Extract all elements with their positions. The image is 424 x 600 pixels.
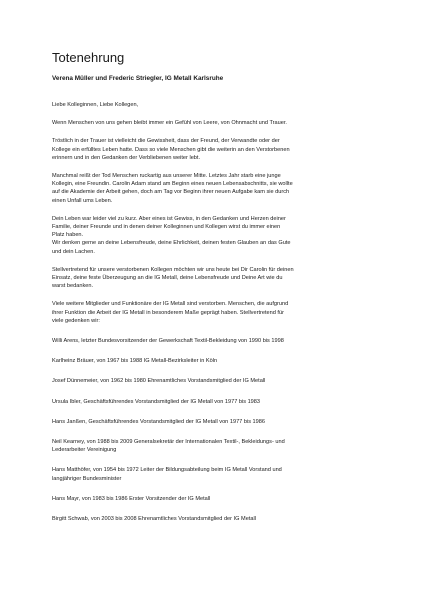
- memorial-entry: Birgitt Schwab, von 2003 bis 2008 Ehrenamtliches Vorstandsmitglied der IG Metall: [52, 516, 256, 523]
- memorial-entry: Neil Kearney, von 1988 bis 2009 Generalsekretär der Internationalen Textil-, Bekleidungs- und Lederarbeiter Vereinigung: [52, 439, 285, 454]
- paragraph: Tröstlich in der Trauer ist vielleicht die Gewissheit, dass der Freund, der Verwandte oder der Kollege ein erfülltes Leben hatte. Dass so viele Menschen gibt die weiterin an den Verstorbenen erinnern und in den Gedanken der Verbliebenen weiter lebt.: [52, 138, 290, 161]
- paragraph-continuation: Wir denken gerne an deine Lebensfreude, deine Ehrlichkeit, deinen festen Glauben an das Gute und dein Lachen.: [52, 240, 291, 255]
- document-title: Totenehrung: [52, 50, 125, 65]
- memorial-entry: Hans Mayr, von 1983 bis 1986 Erster Vorsitzender der IG Metall: [52, 495, 211, 502]
- paragraph: Manchmal reißt der Tod Menschen ruckartig aus unserer Mitte. Letztes Jahr starb eine junge Kollegin, eine Freundin. Carolin Adam stand am Beginn eines neuen Lebensabschnitts, sie wollte auf die Akademie der Arbeit gehen, doch am Tag vor Beginn ihrer neuen Aufgabe kam sie durch einen Unfall ums Leben.: [52, 173, 293, 204]
- paragraph: Viele weitere Mitglieder und Funktionäre der IG Metall sind verstorben. Menschen, die aufgrund ihrer Funktion die Arbeit der IG Metall in besonderem Maße geprägt haben. Stellvertretend für viele gedenken wir:: [52, 301, 289, 324]
- memorial-entry: Hans Matthöfer, von 1954 bis 1972 Leiter der Bildungsabteilung beim IG Metall Vorstand und langjähriger Bundesminister: [52, 467, 282, 482]
- paragraph: Dein Leben war leider viel zu kurz. Aber eines ist Gewiss, in den Gedanken und Herzen deiner Familie, deiner Freunde und in denen deiner Kolleginnen und Kollegen wirst du immer einen Platz haben.: [52, 215, 286, 239]
- paragraph: Wenn Menschen von uns gehen bleibt immer ein Gefühl von Leere, von Ohnmacht und Trauer.: [52, 120, 287, 127]
- greeting: Liebe Kolleginnen, Liebe Kollegen,: [52, 102, 139, 108]
- memorial-entry: Ursula Ibler, Geschäftsführendes Vorstandsmitglied der IG Metall von 1977 bis 1983: [52, 398, 261, 405]
- memorial-entry: Josef Dünnemeier, von 1962 bis 1980 Ehrenamtliches Vorstandsmitglied der IG Metall: [52, 378, 266, 385]
- memorial-list: [52, 337, 384, 523]
- paragraph: Stellvertretend für unsere verstorbenen Kollegen möchten wir uns heute bei Dir Carolin für deinen Einsatz, deine feste Überzeugung an die IG Metall, deine Lebensfreude und Deine Art wie du warst bedanken.: [52, 266, 294, 290]
- memorial-entry: Willi Arens, letzter Bundesvorsitzender der Gewerkschaft Textil-Bekleidung von 1990 bis 1998: [52, 338, 284, 345]
- document-subtitle: Verena Müller und Frederic Striegler, IG Metall Karlsruhe: [52, 75, 224, 82]
- memorial-entry: Hans Janßen, Geschäftsführendes Vorstandsmitglied der IG Metall von 1977 bis 1986: [52, 418, 265, 425]
- memorial-entry: Karlheinz Bräuer, von 1967 bis 1988 IG Metall-Bezirksleiter in Köln: [52, 358, 218, 365]
- body-paragraphs: [52, 119, 384, 325]
